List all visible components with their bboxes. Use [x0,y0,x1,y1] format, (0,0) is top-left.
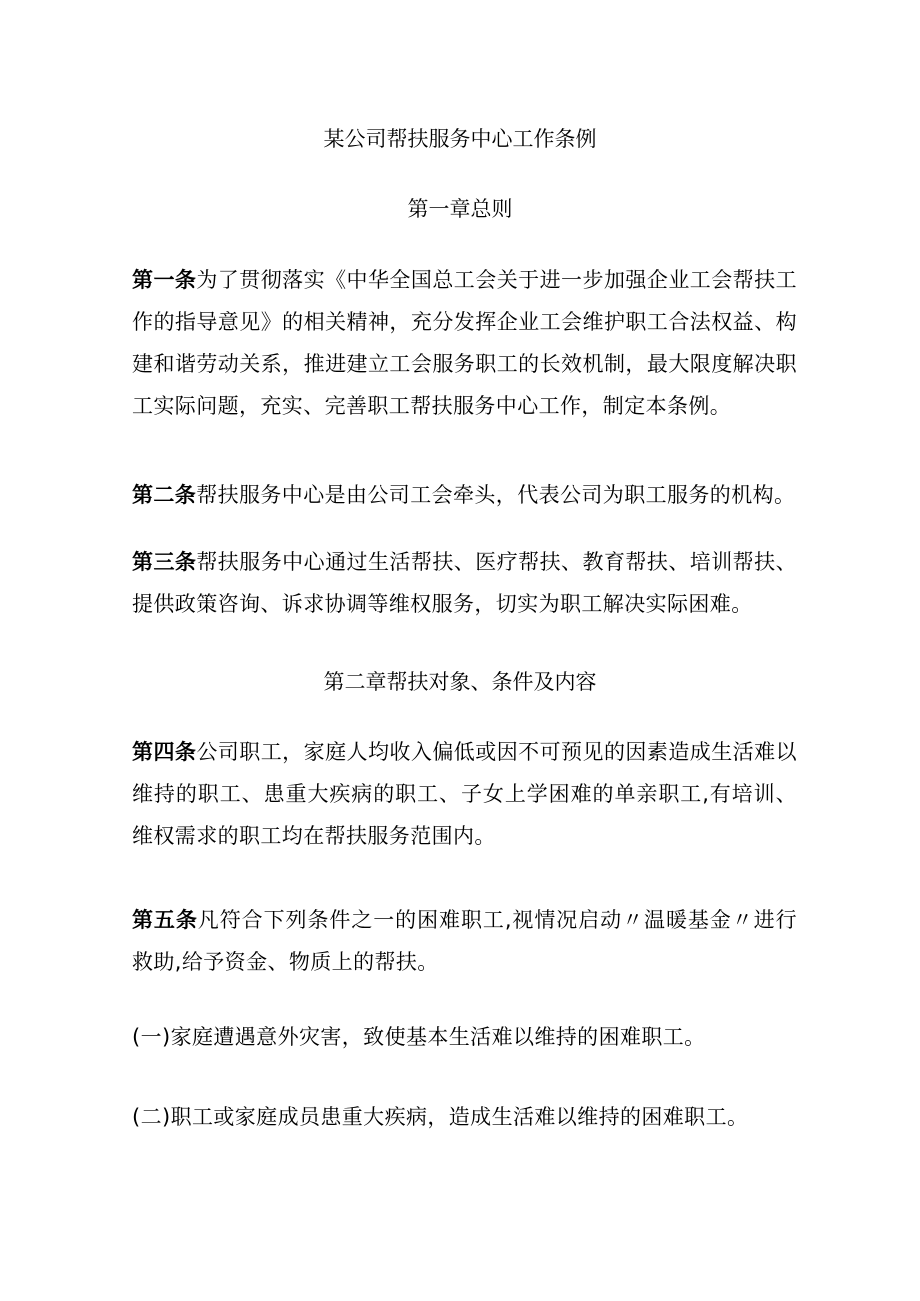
article-label: 第三条 [132,550,197,574]
article-3 [132,541,797,625]
list-item-2: (二)职工或家庭成员患重大疾病，造成生活难以维持的困难职工。 [132,1105,749,1129]
article-text: 帮扶服务中心通过生活帮扶、医疗帮扶、教育帮扶、培训帮扶、提供政策咨询、诉求协调等维权服务，切实为职工解决实际困难。 [132,550,797,616]
article-2 [132,474,797,516]
article-label: 第四条 [132,740,197,764]
list-item-1: (一)家庭遭遇意外灾害，致使基本生活难以维持的困难职工。 [132,1025,706,1049]
article-5 [132,899,797,983]
article-text: 为了贯彻落实《中华全国总工会关于进一步加强企业工会帮扶工作的指导意见》的相关精神，充分发挥企业工会维护职工合法权益、构建和谐劳动关系，推进建立工会服务职工的长效机制，最大限度解决职工实际问题，充实、完善职工帮扶服务中心工作，制定本条例。 [132,268,797,418]
article-text: 公司职工，家庭人均收入偏低或因不可预见的因素造成生活难以维持的职工、患重大疾病的职工、子女上学困难的单亲职工,有培训、维权需求的职工均在帮扶服务范围内。 [132,740,797,848]
article-4 [132,731,797,857]
chapter-heading-1: 第一章总则 [407,197,513,221]
article-1 [132,259,797,427]
document-title: 某公司帮扶服务中心工作条例 [323,127,597,151]
article-label: 第一条 [132,268,197,292]
article-text: 帮扶服务中心是由公司工会牵头，代表公司为职工服务的机构。 [196,483,796,507]
article-text: 凡符合下列条件之一的困难职工,视情况启动〃温暖基金〃进行救助,给予资金、物质上的帮扶。 [132,908,797,974]
chapter-heading-2: 第二章帮扶对象、条件及内容 [323,670,597,694]
article-label: 第二条 [132,483,197,507]
article-label: 第五条 [132,908,198,932]
